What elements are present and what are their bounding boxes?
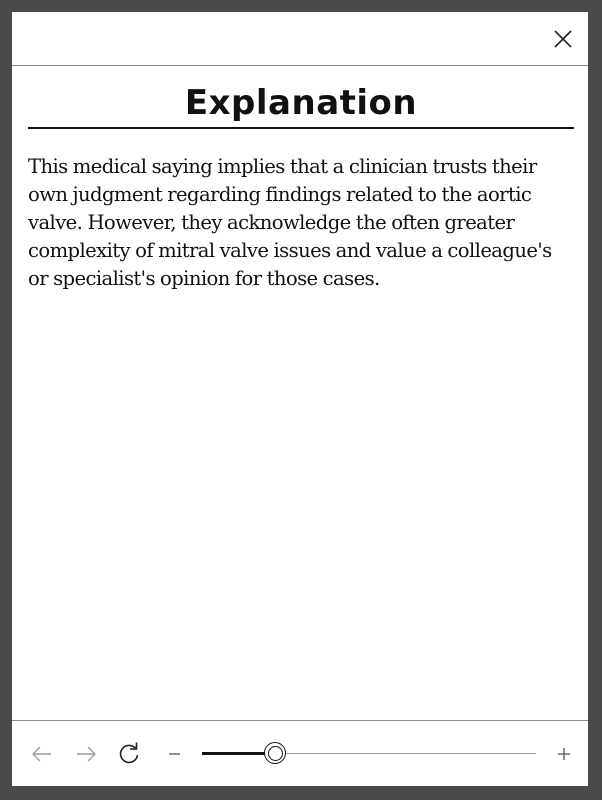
reload-icon: [116, 741, 142, 767]
reload-button[interactable]: [116, 741, 142, 767]
zoom-out-button[interactable]: [162, 741, 188, 767]
plus-icon: [551, 741, 577, 767]
close-button[interactable]: [551, 27, 575, 51]
minus-icon: [162, 741, 188, 767]
zoom-slider-thumb-ring: [268, 746, 283, 761]
bottom-toolbar: [12, 720, 588, 787]
explanation-text: This medical saying implies that a clinician trusts their own judgment regarding findings related to the aortic valve. However, they acknowledge the often greater complexity of mitral valve issues and value a colleague's or specialist's opinion for those cases.: [28, 155, 552, 290]
content-area: [28, 66, 574, 293]
back-arrow-icon: [29, 741, 55, 767]
zoom-slider-thumb[interactable]: [264, 742, 286, 764]
page-title: Explanation: [184, 83, 418, 123]
zoom-slider[interactable]: [202, 741, 536, 767]
zoom-in-button[interactable]: [551, 741, 577, 767]
back-button[interactable]: [29, 741, 55, 767]
explanation-dialog: [12, 12, 588, 786]
close-icon: [551, 27, 575, 51]
title-divider: [28, 127, 574, 129]
top-bar: [12, 12, 588, 66]
forward-button[interactable]: [73, 741, 99, 767]
forward-arrow-icon: [73, 741, 99, 767]
